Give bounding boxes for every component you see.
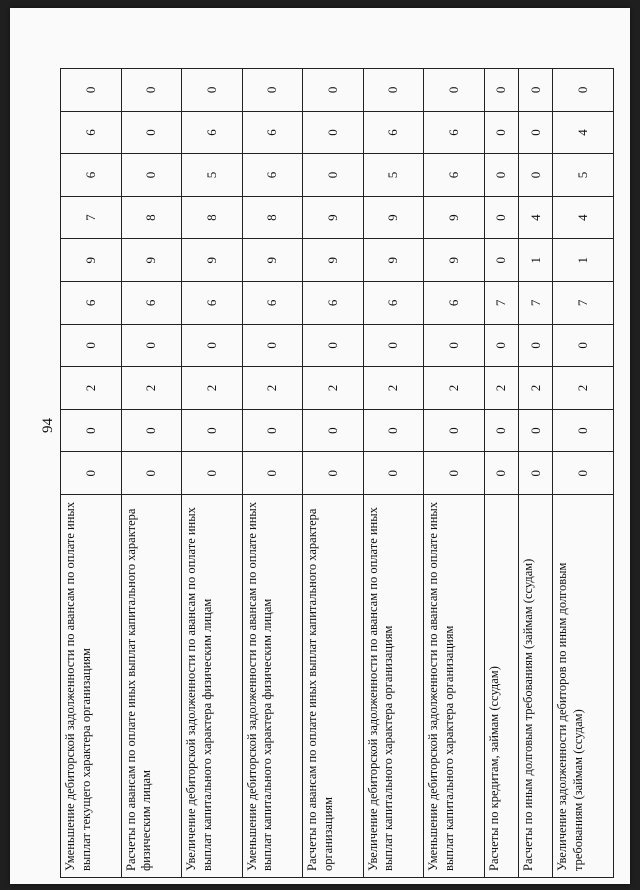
- code-digit-cell: 6: [303, 282, 364, 325]
- code-digit-cell: 0: [303, 409, 364, 452]
- code-digit-cell: 9: [242, 239, 303, 282]
- code-digit-cell: 0: [182, 69, 243, 112]
- code-digit-cell: 2: [484, 367, 518, 410]
- code-digit-cell: 6: [182, 282, 243, 325]
- code-digit-cell: 0: [424, 409, 485, 452]
- code-digit-cell: 0: [484, 196, 518, 239]
- code-digit-cell: 7: [553, 282, 614, 325]
- code-digit-cell: 0: [363, 324, 424, 367]
- table-frame: [60, 68, 614, 878]
- code-digit-cell: 5: [363, 154, 424, 197]
- code-digit-cell: 9: [182, 239, 243, 282]
- code-digit-cell: 7: [61, 196, 122, 239]
- code-digit-cell: 2: [303, 367, 364, 410]
- table-row: [424, 69, 485, 878]
- code-digit-cell: 6: [242, 282, 303, 325]
- table-row: [553, 69, 614, 878]
- table-row: [484, 69, 518, 878]
- code-digit-cell: 6: [242, 111, 303, 154]
- accounts-table: [60, 68, 614, 878]
- code-digit-cell: 2: [519, 367, 553, 410]
- code-digit-cell: 9: [363, 196, 424, 239]
- code-digit-cell: 6: [61, 111, 122, 154]
- code-digit-cell: 2: [553, 367, 614, 410]
- code-digit-cell: 0: [121, 69, 182, 112]
- code-digit-cell: 0: [182, 324, 243, 367]
- code-digit-cell: 0: [61, 324, 122, 367]
- code-digit-cell: 9: [303, 239, 364, 282]
- code-digit-cell: 0: [182, 409, 243, 452]
- table-row: [121, 69, 182, 878]
- code-digit-cell: 0: [121, 452, 182, 495]
- code-digit-cell: 0: [553, 409, 614, 452]
- code-digit-cell: 0: [519, 452, 553, 495]
- code-digit-cell: 6: [121, 282, 182, 325]
- code-digit-cell: 4: [519, 196, 553, 239]
- code-digit-cell: 0: [519, 69, 553, 112]
- row-label: Уменьшение дебиторской задолженности по авансам по оплате иных выплат текущего характера организациям: [61, 495, 122, 878]
- row-label: Расчеты по кредитам, займам (ссудам): [484, 495, 518, 878]
- code-digit-cell: 6: [61, 154, 122, 197]
- code-digit-cell: 0: [424, 324, 485, 367]
- code-digit-cell: 0: [484, 154, 518, 197]
- code-digit-cell: 0: [303, 324, 364, 367]
- code-digit-cell: 0: [519, 111, 553, 154]
- row-label: Увеличение дебиторской задолженности по авансам по оплате иных выплат капитального характера организациям: [363, 495, 424, 878]
- code-digit-cell: 0: [553, 324, 614, 367]
- code-digit-cell: 0: [303, 111, 364, 154]
- code-digit-cell: 2: [363, 367, 424, 410]
- code-digit-cell: 5: [553, 154, 614, 197]
- code-digit-cell: 0: [424, 452, 485, 495]
- code-digit-cell: 6: [61, 282, 122, 325]
- row-label: Увеличение дебиторской задолженности по авансам по оплате иных выплат капитального характера физическим лицам: [182, 495, 243, 878]
- table-row: [182, 69, 243, 878]
- code-digit-cell: 2: [424, 367, 485, 410]
- code-digit-cell: 0: [553, 452, 614, 495]
- code-digit-cell: 6: [182, 111, 243, 154]
- row-label: Увеличение задолженности дебиторов по иным долговым требованиям (займам (ссудам): [553, 495, 614, 878]
- code-digit-cell: 0: [363, 452, 424, 495]
- code-digit-cell: 0: [61, 409, 122, 452]
- page-number: 94: [40, 418, 56, 433]
- code-digit-cell: 0: [182, 452, 243, 495]
- code-digit-cell: 6: [363, 282, 424, 325]
- code-digit-cell: 0: [61, 69, 122, 112]
- table-row: [61, 69, 122, 878]
- code-digit-cell: 6: [424, 282, 485, 325]
- code-digit-cell: 7: [484, 282, 518, 325]
- row-label: Расчеты по авансам по оплате иных выплат капитального характера физическим лицам: [121, 495, 182, 878]
- code-digit-cell: 0: [303, 452, 364, 495]
- code-digit-cell: 0: [484, 111, 518, 154]
- code-digit-cell: 6: [363, 111, 424, 154]
- code-digit-cell: 0: [121, 324, 182, 367]
- code-digit-cell: 0: [121, 111, 182, 154]
- code-digit-cell: 9: [61, 239, 122, 282]
- code-digit-cell: 5: [182, 154, 243, 197]
- code-digit-cell: 7: [519, 282, 553, 325]
- code-digit-cell: 0: [61, 452, 122, 495]
- code-digit-cell: 0: [303, 69, 364, 112]
- code-digit-cell: 0: [484, 409, 518, 452]
- table-row: [303, 69, 364, 878]
- code-digit-cell: 8: [121, 196, 182, 239]
- table-row: [519, 69, 553, 878]
- code-digit-cell: 2: [182, 367, 243, 410]
- code-digit-cell: 0: [484, 69, 518, 112]
- code-digit-cell: 0: [303, 154, 364, 197]
- code-digit-cell: 0: [242, 409, 303, 452]
- row-label: Расчеты по иным долговым требованиям (займам (ссудам): [519, 495, 553, 878]
- code-digit-cell: 0: [484, 239, 518, 282]
- code-digit-cell: 0: [484, 324, 518, 367]
- code-digit-cell: 2: [121, 367, 182, 410]
- row-label: Расчеты по авансам по оплате иных выплат капитального характера организациям: [303, 495, 364, 878]
- code-digit-cell: 9: [303, 196, 364, 239]
- row-label: Уменьшение дебиторской задолженности по авансам по оплате иных выплат капитального характера организациям: [424, 495, 485, 878]
- code-digit-cell: 9: [363, 239, 424, 282]
- code-digit-cell: 0: [121, 154, 182, 197]
- code-digit-cell: 0: [484, 452, 518, 495]
- code-digit-cell: 0: [363, 69, 424, 112]
- code-digit-cell: 6: [242, 154, 303, 197]
- code-digit-cell: 2: [242, 367, 303, 410]
- code-digit-cell: 0: [519, 324, 553, 367]
- code-digit-cell: 2: [61, 367, 122, 410]
- code-digit-cell: 0: [121, 409, 182, 452]
- table-row: [363, 69, 424, 878]
- code-digit-cell: 8: [182, 196, 243, 239]
- code-digit-cell: 0: [363, 409, 424, 452]
- code-digit-cell: 9: [424, 239, 485, 282]
- code-digit-cell: 6: [424, 111, 485, 154]
- code-digit-cell: 0: [519, 409, 553, 452]
- row-label: Уменьшение дебиторской задолженности по авансам по оплате иных выплат капитального характера физическим лицам: [242, 495, 303, 878]
- code-digit-cell: 0: [519, 154, 553, 197]
- code-digit-cell: 4: [553, 111, 614, 154]
- code-digit-cell: 0: [242, 324, 303, 367]
- document-page: [10, 8, 630, 884]
- code-digit-cell: 0: [242, 452, 303, 495]
- code-digit-cell: 6: [424, 154, 485, 197]
- code-digit-cell: 1: [519, 239, 553, 282]
- table-row: [242, 69, 303, 878]
- code-digit-cell: 1: [553, 239, 614, 282]
- code-digit-cell: 0: [553, 69, 614, 112]
- code-digit-cell: 8: [242, 196, 303, 239]
- code-digit-cell: 4: [553, 196, 614, 239]
- code-digit-cell: 9: [424, 196, 485, 239]
- code-digit-cell: 9: [121, 239, 182, 282]
- code-digit-cell: 0: [424, 69, 485, 112]
- code-digit-cell: 0: [242, 69, 303, 112]
